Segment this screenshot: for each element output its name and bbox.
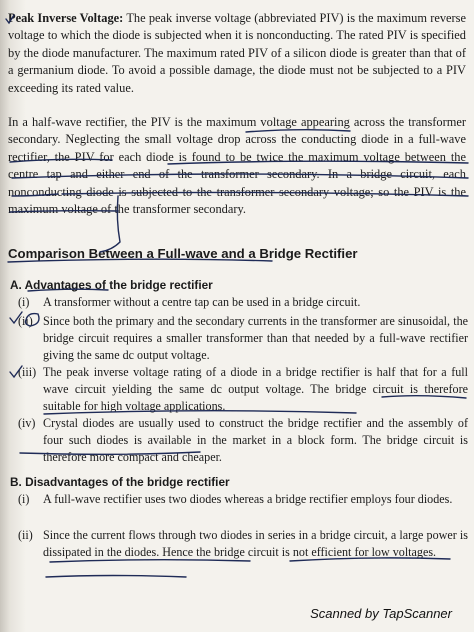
advantage-item xyxy=(18,415,468,466)
item-number: (i) xyxy=(18,492,30,506)
advantages-heading: A. Advantages of the bridge rectifier xyxy=(10,278,213,292)
disadvantage-item xyxy=(18,491,468,508)
section-title: Comparison Between a Full-wave and a Bridge Rectifier xyxy=(8,246,358,261)
piv-paragraph xyxy=(8,10,466,97)
item-number: (i) xyxy=(18,295,30,309)
item-number: (iv) xyxy=(18,416,36,430)
advantage-item xyxy=(18,313,468,364)
item-number: (ii) xyxy=(18,528,33,542)
disadvantage-item xyxy=(18,527,468,561)
item-text: Since both the primary and the secondary currents in the transformer are sinusoidal, the bridge circuit requires a smaller transformer than that needed by a full-wave rectifier giving the same dc output voltage. xyxy=(43,314,468,362)
item-text: The peak inverse voltage rating of a diode in a bridge rectifier is half that for a full wave circuit yielding the same dc output voltage. The bridge circuit is therefore suitable for high voltage applications. xyxy=(43,365,468,413)
scanner-watermark: Scanned by TapScanner xyxy=(310,606,452,621)
item-number: (ii) xyxy=(18,314,33,328)
advantage-item xyxy=(18,364,468,415)
underline-mark xyxy=(46,576,186,578)
disadvantages-heading: B. Disadvantages of the bridge rectifier xyxy=(10,475,230,489)
item-number: (iii) xyxy=(18,365,37,379)
item-text: A full-wave rectifier uses two diodes whereas a bridge rectifier employs four diodes. xyxy=(43,492,453,506)
item-text: Crystal diodes are usually used to construct the bridge rectifier and the assembly of four such diodes is available in the market in a block form. The bridge circuit is therefore more compact and cheaper. xyxy=(43,416,468,464)
item-text: A transformer without a centre tap can be used in a bridge circuit. xyxy=(43,295,361,309)
item-text: Since the current flows through two diodes in series in a bridge circuit, a large power is dissipated in the diodes. Hence the bridge circuit is not efficient for low voltages. xyxy=(43,528,468,559)
piv-body: The peak inverse voltage (abbreviated PIV) is the maximum reverse voltage to which the diode is subjected when it is nonconducting. The rated PIV is specified by the diode manufacturer. The maximum rated PIV of a silicon diode is greater than that of a germanium diode. To avoid a possible damage, the diode must not be subjected to a PIV exceeding its rated value. xyxy=(8,11,467,95)
half-wave-paragraph: In a half-wave rectifier, the PIV is the maximum voltage appearing across the transformer secondary. Neglecting the small voltage drop across the conducting diode in a full-wave rectifier, the PIV for each diode is found to be twice the maximum voltage between the centre tap and either end of the transformer secondary. In a bridge circuit, each nonconducting diode is subjected to the transformer secondary voltage; so the PIV is the maximum voltage of the transformer secondary. xyxy=(8,115,466,217)
piv-lead: Peak Inverse Voltage: xyxy=(8,11,124,25)
advantage-item xyxy=(18,294,468,311)
